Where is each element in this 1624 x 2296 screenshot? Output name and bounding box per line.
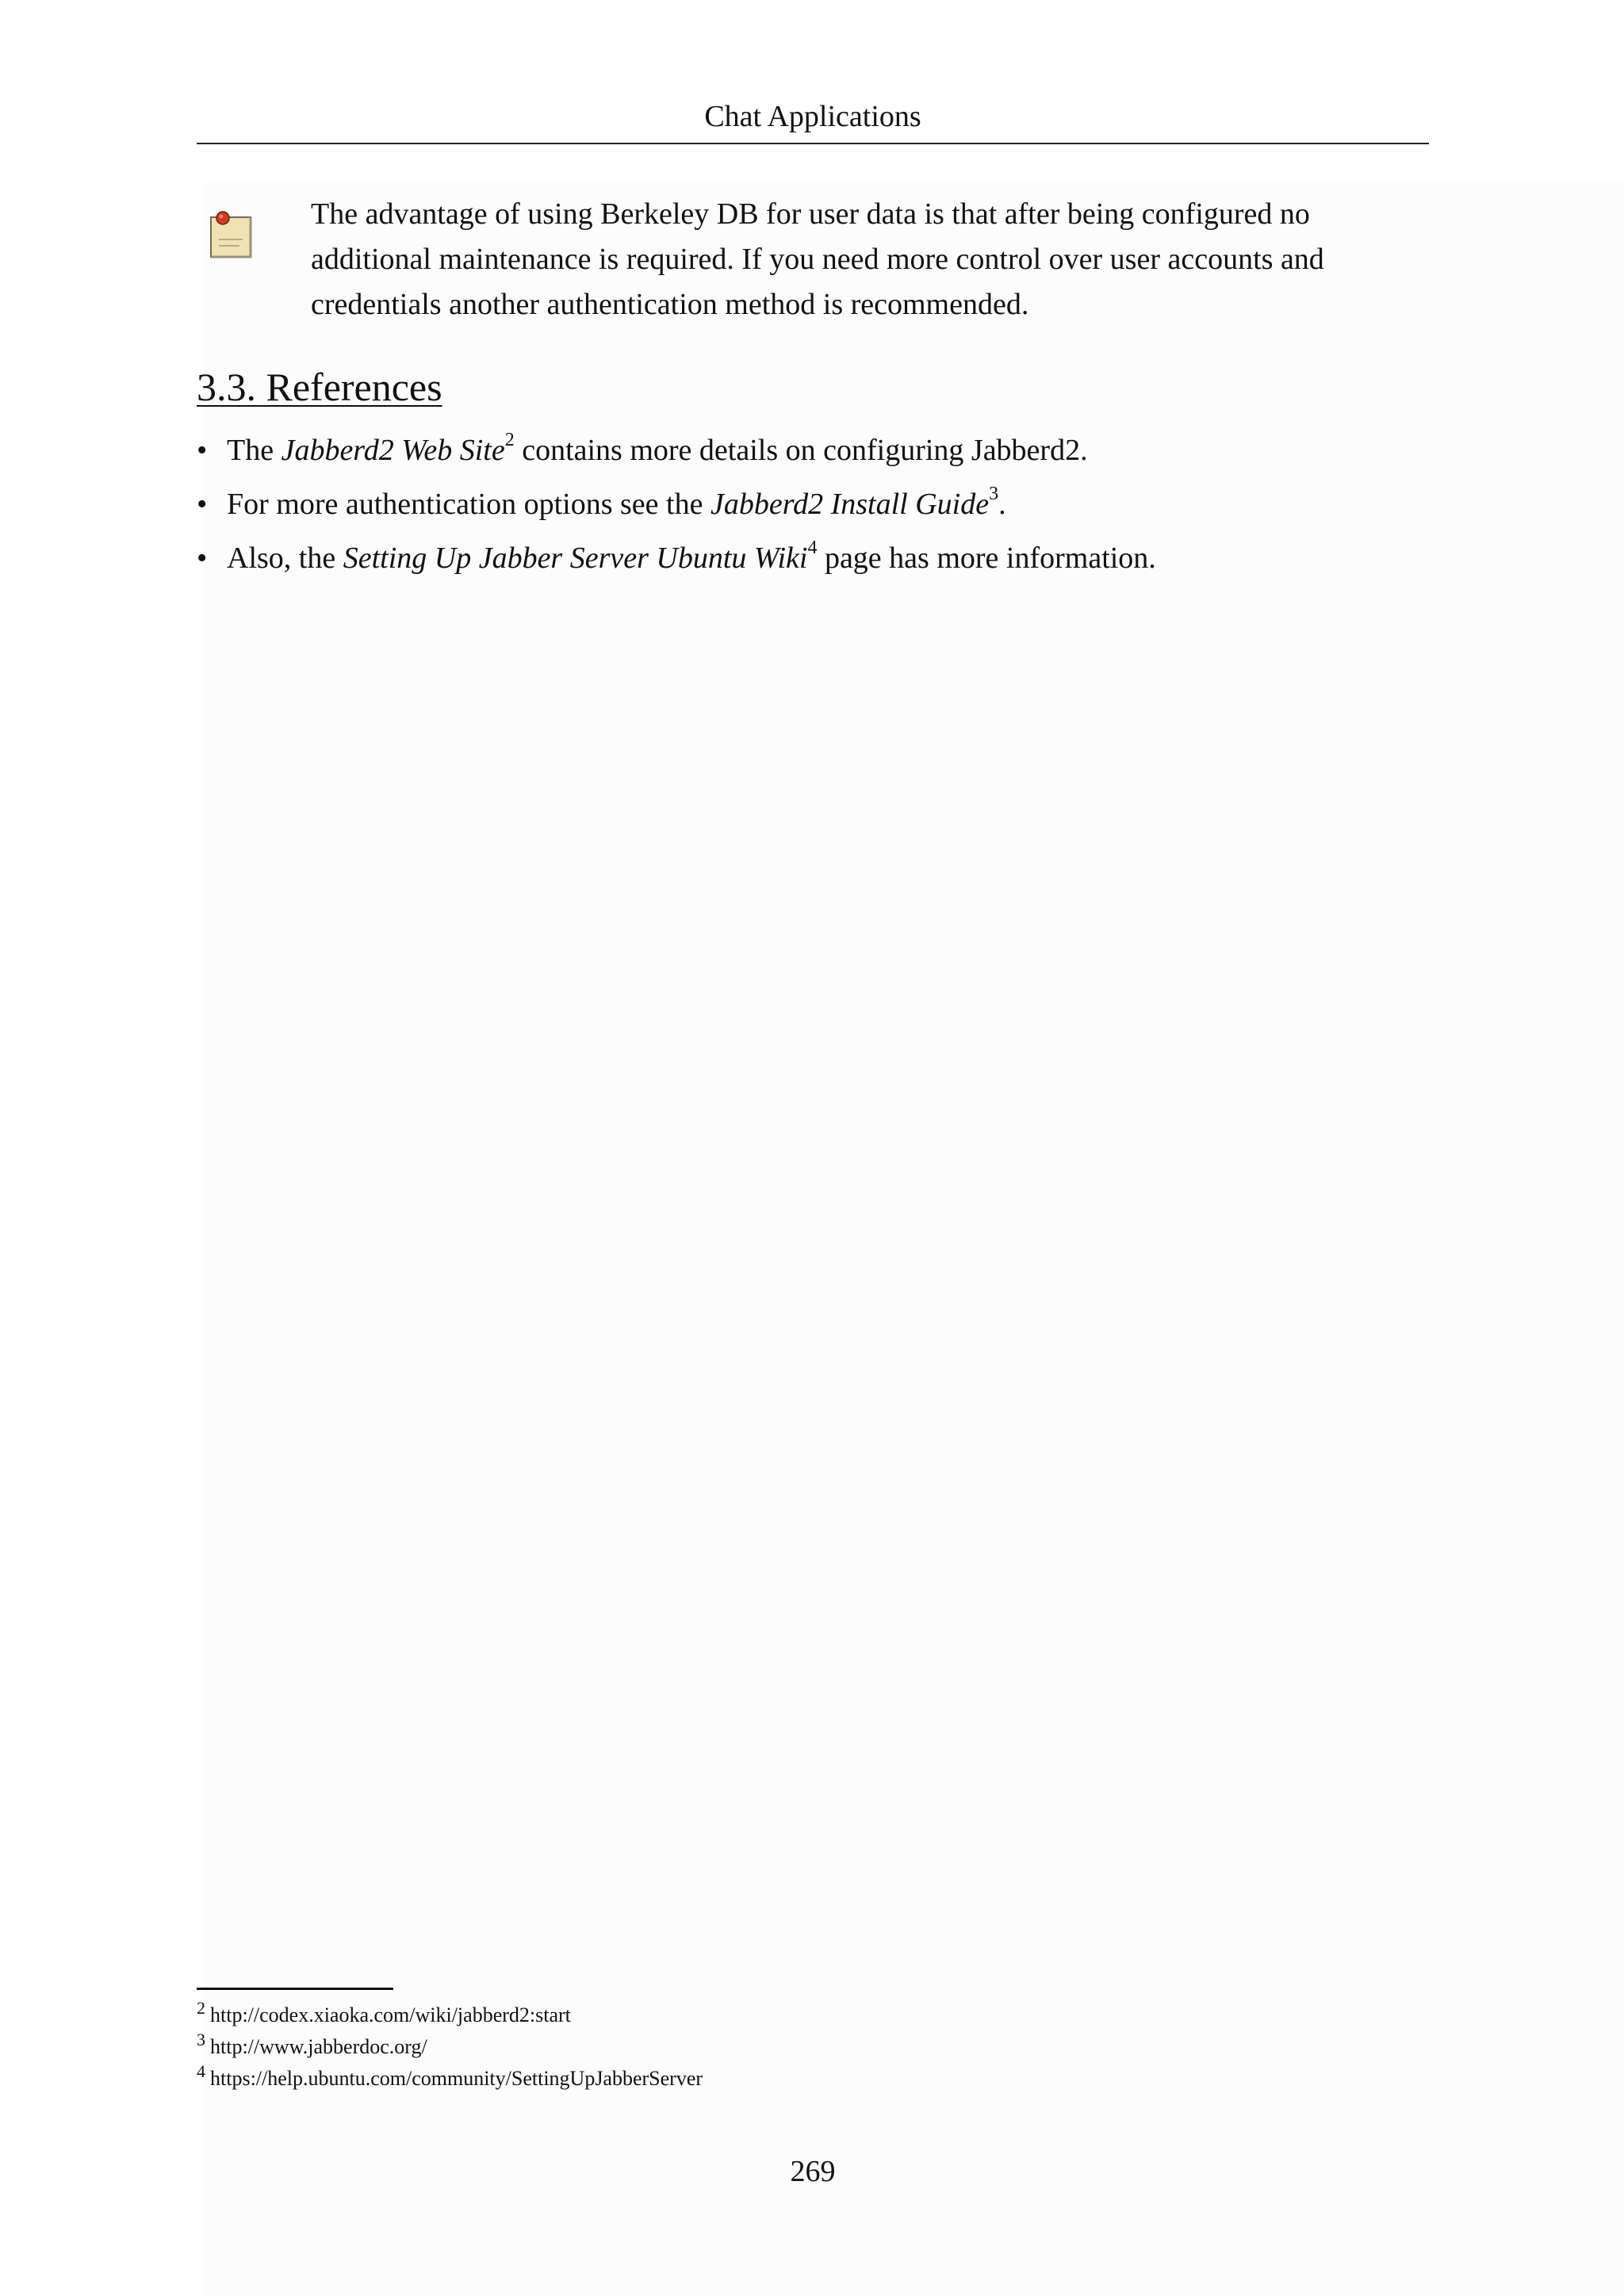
footnote-ref: 2 bbox=[504, 430, 515, 450]
footnote-ref: 3 bbox=[989, 484, 999, 504]
reference-link[interactable]: Jabberd2 Web Site bbox=[281, 434, 505, 467]
footnote-rule bbox=[197, 1988, 393, 1990]
list-item: • The Jabberd2 Web Site$^2$ contains more details on configuring Jabberd2. bbox=[197, 423, 1429, 477]
note-icon bbox=[205, 208, 254, 262]
page-number: 269 bbox=[790, 2155, 836, 2188]
footnote bbox=[197, 1999, 1429, 2031]
running-header: Chat Applications bbox=[704, 100, 921, 133]
list-item: • For more authentication options see the Jabberd2 Install Guide$^3$. bbox=[197, 477, 1429, 531]
footnote-number: 2 bbox=[197, 1998, 205, 2018]
footnote bbox=[197, 2031, 1429, 2063]
reference-list bbox=[197, 423, 1429, 585]
reference-link[interactable]: Setting Up Jabber Server Ubuntu Wiki bbox=[343, 541, 808, 575]
footnote bbox=[197, 2063, 1429, 2095]
bullet: • bbox=[197, 488, 208, 521]
footnotes bbox=[197, 1999, 1429, 2095]
footnote-url[interactable]: http://www.jabberdoc.org/ bbox=[210, 2035, 427, 2058]
section-heading: 3.3. References bbox=[197, 365, 442, 409]
footnote-number: 4 bbox=[197, 2061, 205, 2081]
bullet: • bbox=[197, 434, 208, 467]
reference-link[interactable]: Jabberd2 Install Guide bbox=[710, 488, 990, 521]
footnote-url[interactable]: https://help.ubuntu.com/community/SettingUpJabberServer bbox=[210, 2067, 703, 2090]
footnote-number: 3 bbox=[197, 2030, 205, 2049]
footnote-ref: 4 bbox=[807, 538, 818, 558]
list-item: • Also, the Setting Up Jabber Server Ubuntu Wiki$^4$ page has more information. bbox=[197, 531, 1429, 585]
note-text: The advantage of using Berkeley DB for user data is that after being configured no additional maintenance is required. If you need more control over user accounts and credentials another authentication method is recommended. bbox=[311, 197, 1324, 321]
footnote-url[interactable]: http://codex.xiaoka.com/wiki/jabberd2:start bbox=[210, 2003, 571, 2026]
bullet: • bbox=[197, 541, 208, 575]
header-rule bbox=[197, 143, 1429, 144]
